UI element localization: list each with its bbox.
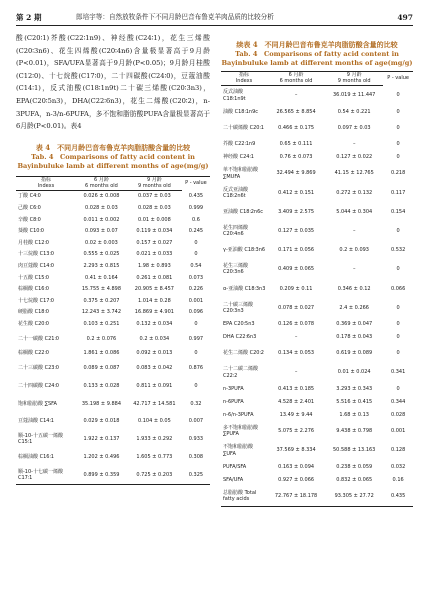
cell-9-months: 1.68 ± 0.13 bbox=[339, 412, 369, 419]
cell-p-value: 0.073 bbox=[188, 274, 204, 281]
cell-p-value: 0 bbox=[194, 239, 198, 246]
table-row bbox=[221, 382, 413, 395]
cell-p-value: 0 bbox=[396, 92, 400, 99]
cell-6-months: 1.202 ± 0.496 bbox=[83, 454, 120, 461]
cell-indicator: 花生四烯酸 C20∶4n6 bbox=[223, 224, 249, 238]
cell-p-value: 0 bbox=[194, 320, 198, 327]
cell-9-months: 2.4 ± 0.266 bbox=[339, 304, 369, 311]
cell-6-months: 0.171 ± 0.056 bbox=[278, 247, 315, 254]
cell-9-months: 3.293 ± 0.343 bbox=[336, 385, 373, 392]
table-row bbox=[16, 395, 210, 413]
cell-6-months: 72.767 ± 18.178 bbox=[274, 492, 318, 499]
cell-9-months: 0.037 ± 0.03 bbox=[137, 193, 171, 200]
cell-indicator: n-6PUFA bbox=[223, 398, 244, 405]
cell-9-months: 50.588 ± 13.163 bbox=[333, 447, 376, 454]
table-row bbox=[221, 441, 413, 460]
cell-p-value: 0 bbox=[396, 334, 400, 341]
cell-indicator: 顺-10-十七碳一烯酸 C17∶1 bbox=[18, 468, 63, 481]
cell-indicator: 神经酸 C24∶1 bbox=[223, 154, 254, 161]
cell-6-months: 12.243 ± 3.742 bbox=[81, 309, 122, 316]
cell-p-value: 0 bbox=[396, 304, 400, 311]
cell-p-value: 0.001 bbox=[390, 428, 406, 435]
table-row bbox=[221, 222, 413, 241]
cell-indicator: 总脂肪酸 Total fatty acids bbox=[223, 489, 257, 503]
table-caption-zh: 续表 4 不同月龄巴音布鲁克羊肉脂肪酸含量的比较 bbox=[236, 40, 398, 49]
table-row bbox=[16, 318, 210, 330]
cell-indicator: 反式油酸 C18∶1n9t bbox=[223, 89, 246, 102]
header-6m-zh: 6 月龄 bbox=[94, 176, 109, 183]
cell-p-value: 0 bbox=[194, 251, 198, 258]
table-row bbox=[16, 249, 210, 261]
table-row bbox=[221, 331, 413, 344]
header-6m-en: 6 months old bbox=[267, 78, 325, 85]
cell-9-months: 0.119 ± 0.034 bbox=[136, 228, 173, 235]
table-4-continued-caption bbox=[221, 40, 413, 69]
cell-9-months: 0.104 ± 0.05 bbox=[137, 418, 171, 425]
table-row bbox=[16, 202, 210, 214]
table-row bbox=[16, 307, 210, 319]
cell-9-months: 0.54 ± 0.221 bbox=[337, 108, 371, 115]
table-row bbox=[221, 460, 413, 473]
cell-p-value: 0.341 bbox=[390, 369, 406, 376]
cell-indicator: 花生二烯酸 C20∶2 bbox=[223, 350, 264, 357]
cell-9-months: 1.605 ± 0.773 bbox=[136, 454, 173, 461]
table-row bbox=[16, 226, 210, 238]
cell-indicator: n-6/n-3PUFA bbox=[223, 412, 254, 419]
cell-6-months: 0.65 ± 0.111 bbox=[279, 141, 313, 148]
cell-6-months: 0.028 ± 0.03 bbox=[85, 205, 118, 212]
table-row bbox=[16, 272, 210, 284]
cell-6-months: – bbox=[294, 334, 298, 341]
table-row bbox=[221, 298, 413, 317]
cell-6-months: 0.413 ± 0.185 bbox=[278, 385, 315, 392]
cell-6-months: 0.103 ± 0.251 bbox=[83, 320, 120, 327]
cell-indicator: 芥酸 C22∶1n9 bbox=[223, 141, 256, 148]
cell-p-value: 0.16 bbox=[392, 476, 404, 483]
cell-6-months: 0.899 ± 0.359 bbox=[83, 471, 120, 478]
cell-6-months: 0.089 ± 0.087 bbox=[83, 365, 120, 372]
table-row bbox=[221, 422, 413, 441]
cell-indicator: 棕榈酸 C22∶0 bbox=[18, 350, 49, 357]
cell-p-value: 0.32 bbox=[190, 400, 202, 407]
cell-9-months: 41.15 ± 12.765 bbox=[334, 170, 374, 177]
cell-indicator: 不饱和脂肪酸 ∑UFA bbox=[223, 444, 254, 457]
cell-9-months: 20.905 ± 8.457 bbox=[134, 286, 174, 293]
cell-9-months: 42.717 ± 14.581 bbox=[133, 400, 176, 407]
cell-6-months: 0.2 ± 0.076 bbox=[86, 335, 117, 342]
cell-9-months: 0.619 ± 0.089 bbox=[336, 350, 373, 357]
header-p-value: P - value bbox=[185, 180, 207, 187]
table-row bbox=[16, 190, 210, 202]
table-row bbox=[16, 430, 210, 448]
cell-9-months: – bbox=[352, 227, 356, 234]
cell-6-months: 0.133 ± 0.028 bbox=[83, 382, 120, 389]
cell-9-months: 0.272 ± 0.132 bbox=[336, 189, 373, 196]
cell-indicator: 花生三烯酸 C20∶3n6 bbox=[223, 263, 249, 276]
right-column bbox=[221, 32, 413, 507]
cell-p-value: 0 bbox=[396, 227, 400, 234]
cell-p-value: 0.066 bbox=[390, 285, 406, 292]
cell-indicator: 多不饱和脂肪酸 ∑PUFA bbox=[223, 425, 259, 438]
cell-9-months: 0.157 ± 0.027 bbox=[136, 239, 173, 246]
fatty-acid-table-continued bbox=[221, 71, 413, 507]
cell-9-months: 0.092 ± 0.013 bbox=[136, 350, 173, 357]
header-p-value: P - value bbox=[387, 75, 409, 82]
cell-6-months: 5.075 ± 2.276 bbox=[278, 428, 315, 435]
cell-6-months: 0.011 ± 0.002 bbox=[83, 216, 120, 223]
cell-p-value: 0.344 bbox=[390, 398, 406, 405]
cell-6-months: 2.293 ± 0.815 bbox=[83, 263, 120, 269]
cell-indicator: 顺-10-十五碳一烯酸 C15∶1 bbox=[18, 433, 63, 446]
table-row bbox=[16, 330, 210, 348]
cell-6-months: 0.029 ± 0.018 bbox=[83, 418, 120, 425]
header-6m-en: 6 months old bbox=[76, 183, 127, 190]
cell-indicator: SFA/UFA bbox=[223, 476, 244, 483]
cell-indicator: α-亚油酸 C18∶3n3 bbox=[223, 285, 266, 292]
table-row bbox=[221, 105, 413, 118]
cell-p-value: 0 bbox=[194, 350, 198, 357]
cell-p-value: 0 bbox=[396, 124, 400, 131]
cell-indicator: 葵酸 C10∶0 bbox=[18, 228, 44, 235]
cell-indicator: 二十三碳酸 C23∶0 bbox=[18, 365, 59, 372]
cell-9-months: 0.083 ± 0.042 bbox=[136, 365, 173, 372]
cell-6-months: 26.565 ± 8.854 bbox=[276, 108, 316, 115]
header-indicator-en: Indexs bbox=[16, 183, 76, 190]
table-row bbox=[221, 260, 413, 279]
table-row bbox=[221, 409, 413, 422]
header-6m-zh: 6 月龄 bbox=[288, 71, 304, 78]
cell-9-months: 36.019 ± 11.447 bbox=[333, 92, 376, 99]
cell-p-value: 0.54 bbox=[190, 263, 202, 269]
cell-9-months: 5.516 ± 0.415 bbox=[336, 398, 373, 405]
cell-p-value: 0.154 bbox=[390, 208, 406, 215]
cell-indicator: 油酸 C18∶1n9c bbox=[223, 108, 259, 115]
cell-indicator: 二十一碳酸 C21∶0 bbox=[18, 335, 59, 342]
cell-6-months: 1.861 ± 0.086 bbox=[83, 350, 120, 357]
cell-6-months: 0.026 ± 0.008 bbox=[83, 193, 120, 200]
cell-indicator: 己酸 C6∶0 bbox=[18, 205, 41, 212]
page-number: 497 bbox=[397, 13, 413, 22]
cell-p-value: 0.001 bbox=[188, 297, 204, 304]
cell-6-months: 0.927 ± 0.066 bbox=[278, 476, 315, 483]
table-row bbox=[221, 151, 413, 164]
table-row bbox=[221, 279, 413, 298]
fatty-acid-table-body bbox=[16, 190, 210, 484]
cell-9-months: 1.933 ± 0.292 bbox=[136, 436, 173, 443]
cell-9-months: 0.2 ± 0.034 bbox=[139, 335, 170, 342]
cell-6-months: 0.127 ± 0.035 bbox=[278, 227, 315, 234]
cell-p-value: 0.032 bbox=[390, 463, 406, 470]
cell-indicator: 肉豆蔻酸 C14∶0 bbox=[18, 263, 54, 269]
cell-p-value: 0.226 bbox=[188, 286, 204, 293]
table-row bbox=[221, 138, 413, 151]
body-paragraph: 酸(C20∶1)芥酸(C22∶1n9)、神经酸(C24∶1)，花生三烯酸(C20∶3n6)、花生四烯酸(C20∶4n6)含量极显著高于9月龄(P<0.01)，SFA/UFA显著高于9月龄(P<0.05)；9月龄月桂酸(C12∶0)、十七烷酸(C17∶0)，二十四碳酸(C24∶0)，豆蔻油酸(C14∶1)，反式油酸(C18∶1n9t)二十碳三烯酸(C20∶3n3)，EPA(C20∶5n3)，DHA(C22∶6n3)，花生二烯酸(C20∶2)，n-3PUFA，n-3/n-6PUFA，多不饱和脂肪酸PUFA含量极显著高于6月龄(P<0.01)。表4 bbox=[16, 34, 210, 131]
table-4-caption bbox=[16, 143, 210, 172]
cell-indicator: 十三烷酸 C13∶0 bbox=[18, 251, 54, 258]
issue-number: 第 2 期 bbox=[16, 13, 42, 22]
fatty-acid-table bbox=[16, 176, 210, 485]
cell-indicator: n-3PUFA bbox=[223, 385, 244, 392]
table-caption-en: Tab. 4 Comparisons of fatty acid content in Bayinbuluke lamb at different months of age(mg/g) bbox=[221, 50, 413, 68]
cell-indicator: γ-亚油酸 C18∶3n6 bbox=[223, 247, 266, 254]
cell-6-months: 3.409 ± 2.575 bbox=[278, 208, 315, 215]
cell-9-months: 0.097 ± 0.03 bbox=[337, 124, 371, 131]
cell-indicator: 二十碳烯酸 C20∶1 bbox=[223, 124, 264, 131]
cell-6-months: 0.134 ± 0.053 bbox=[278, 350, 315, 357]
cell-p-value: 0 bbox=[396, 154, 400, 161]
cell-9-months: 0.132 ± 0.034 bbox=[136, 320, 173, 327]
cell-9-months: 93.305 ± 27.72 bbox=[334, 492, 374, 499]
header-9m-zh: 9 月龄 bbox=[346, 71, 362, 78]
table-row bbox=[221, 363, 413, 382]
table-row bbox=[16, 284, 210, 296]
cell-indicator: EPA C20∶5n3 bbox=[223, 320, 255, 327]
table-row bbox=[16, 214, 210, 226]
cell-indicator: 二十二碳二烯酸 C22∶2 bbox=[223, 366, 259, 379]
table-row bbox=[221, 473, 413, 486]
cell-p-value: 0.245 bbox=[188, 228, 204, 235]
fatty-acid-table-continued-body bbox=[221, 86, 413, 507]
table-row bbox=[221, 487, 413, 507]
table-row bbox=[221, 395, 413, 408]
cell-p-value: 0.6 bbox=[191, 216, 200, 223]
table-row bbox=[221, 183, 413, 202]
cell-9-months: 0.811 ± 0.091 bbox=[136, 382, 173, 389]
cell-indicator: PUFA/SFA bbox=[223, 463, 247, 470]
table-caption-en: Tab. 4 Comparisons of fatty acid content in Bayinbuluke lamb at different months of age(mg/g) bbox=[17, 152, 209, 171]
table-row bbox=[16, 377, 210, 395]
header-indicator-zh: 指标 bbox=[238, 71, 249, 78]
cell-p-value: 0 bbox=[194, 382, 198, 389]
cell-9-months: 16.869 ± 4.901 bbox=[134, 309, 174, 316]
table-row bbox=[221, 241, 413, 260]
table-row bbox=[16, 448, 210, 466]
cell-9-months: 0.238 ± 0.059 bbox=[336, 463, 373, 470]
table-row bbox=[221, 317, 413, 330]
header-indicator-zh: 指标 bbox=[40, 176, 51, 183]
cell-p-value: 0.876 bbox=[188, 365, 204, 372]
running-title: 郎培宇等：自然放牧条件下不同月龄巴音布鲁克羊肉品质的比较分析 bbox=[76, 13, 274, 21]
cell-9-months: 1.014 ± 0.28 bbox=[137, 297, 171, 304]
cell-6-months: 0.409 ± 0.065 bbox=[278, 266, 315, 273]
cell-6-months: 15.755 ± 4.898 bbox=[81, 286, 122, 293]
cell-p-value: 0.325 bbox=[188, 471, 204, 478]
cell-p-value: 0 bbox=[396, 266, 400, 273]
cell-6-months: 0.555 ± 0.025 bbox=[83, 251, 120, 258]
cell-9-months: 0.028 ± 0.03 bbox=[137, 205, 171, 212]
table-row bbox=[16, 359, 210, 377]
cell-indicator: 硬脂酸 C18∶0 bbox=[18, 309, 49, 316]
cell-indicator: 辛酸 C8∶0 bbox=[18, 216, 41, 223]
cell-indicator: 豆蔻油酸 C14∶1 bbox=[18, 418, 54, 425]
table-row bbox=[16, 237, 210, 249]
cell-indicator: 饱和脂肪酸 ∑SFA bbox=[18, 400, 57, 407]
cell-9-months: 0.178 ± 0.043 bbox=[336, 334, 373, 341]
cell-6-months: 35.198 ± 9.884 bbox=[81, 400, 122, 407]
cell-p-value: 0.435 bbox=[390, 492, 406, 499]
cell-indicator: 月桂酸 C12∶0 bbox=[18, 239, 49, 246]
cell-p-value: 0.532 bbox=[390, 247, 406, 254]
header-9m-zh: 9 月龄 bbox=[146, 176, 162, 183]
cell-p-value: 0.128 bbox=[390, 447, 406, 454]
cell-6-months: 0.375 ± 0.207 bbox=[83, 297, 120, 304]
table-row bbox=[16, 413, 210, 431]
cell-6-months: 0.209 ± 0.11 bbox=[279, 285, 313, 292]
cell-p-value: 0.933 bbox=[188, 436, 204, 443]
cell-6-months: 0.126 ± 0.078 bbox=[278, 320, 315, 327]
cell-indicator: 单不饱和脂肪酸 ∑MUFA bbox=[223, 167, 259, 180]
cell-9-months: 0.2 ± 0.093 bbox=[339, 247, 369, 254]
cell-p-value: 0.028 bbox=[390, 412, 406, 419]
cell-9-months: 0.369 ± 0.047 bbox=[336, 320, 373, 327]
cell-p-value: 0 bbox=[396, 385, 400, 392]
cell-p-value: 0.218 bbox=[390, 170, 406, 177]
table-row bbox=[16, 260, 210, 272]
cell-p-value: 0 bbox=[396, 108, 400, 115]
cell-p-value: 0 bbox=[396, 350, 400, 357]
cell-indicator: 二十四碳酸 C24∶0 bbox=[18, 382, 59, 389]
cell-6-months: 4.528 ± 2.401 bbox=[278, 398, 315, 405]
cell-p-value: 0.997 bbox=[188, 335, 204, 342]
cell-indicator: 花生酸 C20∶0 bbox=[18, 320, 49, 327]
cell-6-months: 0.163 ± 0.094 bbox=[278, 463, 315, 470]
cell-p-value: 0 bbox=[396, 141, 400, 148]
cell-9-months: 1.98 ± 0.893 bbox=[137, 263, 171, 269]
header-9m-en: 9 months old bbox=[127, 183, 182, 190]
header-indicator-en: Indexs bbox=[221, 78, 267, 85]
cell-9-months: 0.725 ± 0.203 bbox=[136, 471, 173, 478]
cell-9-months: 5.044 ± 0.304 bbox=[336, 208, 373, 215]
cell-9-months: – bbox=[352, 266, 356, 273]
cell-6-months: 0.093 ± 0.07 bbox=[85, 228, 118, 235]
cell-9-months: – bbox=[352, 141, 356, 148]
table-row bbox=[16, 295, 210, 307]
running-header bbox=[16, 11, 413, 26]
cell-indicator: 十五酸 C15∶0 bbox=[18, 274, 49, 281]
table-row bbox=[221, 86, 413, 106]
cell-6-months: – bbox=[294, 92, 298, 99]
cell-6-months: 0.41 ± 0.164 bbox=[85, 274, 118, 281]
table-caption-zh: 表 4 不同月龄巴音布鲁克羊肉脂肪酸含量的比较 bbox=[35, 142, 191, 152]
cell-6-months: 13.49 ± 9.44 bbox=[279, 412, 313, 419]
cell-indicator: DHA C22∶6n3 bbox=[223, 334, 257, 341]
cell-indicator: 丁酸 C4∶0 bbox=[18, 193, 41, 200]
table-row bbox=[221, 164, 413, 183]
cell-9-months: 0.01 ± 0.024 bbox=[337, 369, 371, 376]
cell-indicator: 二十碳三烯酸 C20∶3n3 bbox=[223, 301, 254, 314]
cell-p-value: 0 bbox=[396, 320, 400, 327]
cell-indicator: 亚油酸 C18∶2n6c bbox=[223, 208, 264, 215]
cell-6-months: 0.76 ± 0.073 bbox=[279, 154, 313, 161]
cell-6-months: 0.078 ± 0.027 bbox=[278, 304, 315, 311]
cell-p-value: 0.308 bbox=[188, 454, 204, 461]
cell-6-months: 32.494 ± 9.869 bbox=[276, 170, 316, 177]
table-row bbox=[221, 344, 413, 363]
table-row bbox=[16, 466, 210, 484]
cell-indicator: 棕榈酸 C16∶0 bbox=[18, 286, 49, 293]
cell-6-months: – bbox=[294, 369, 298, 376]
cell-indicator: 棕榈油酸 C16∶1 bbox=[18, 454, 54, 461]
cell-indicator: 十七烷酸 C17∶0 bbox=[18, 297, 54, 304]
cell-9-months: 0.021 ± 0.033 bbox=[136, 251, 173, 258]
table-row bbox=[221, 118, 413, 137]
cell-indicator: 反式亚油酸 C18∶2n6t bbox=[223, 186, 249, 199]
cell-9-months: 0.261 ± 0.081 bbox=[136, 274, 173, 281]
table-row bbox=[16, 348, 210, 360]
cell-6-months: 1.922 ± 0.137 bbox=[83, 436, 120, 443]
header-9m-en: 9 months old bbox=[325, 78, 383, 85]
left-column bbox=[16, 32, 210, 485]
cell-9-months: 0.832 ± 0.065 bbox=[336, 476, 373, 483]
cell-6-months: 37.569 ± 8.334 bbox=[276, 447, 316, 454]
cell-9-months: 0.127 ± 0.022 bbox=[336, 154, 373, 161]
cell-6-months: 0.466 ± 0.175 bbox=[278, 124, 315, 131]
cell-p-value: 0.117 bbox=[390, 189, 406, 196]
cell-9-months: 9.438 ± 0.798 bbox=[336, 428, 373, 435]
cell-p-value: 0.435 bbox=[188, 193, 204, 200]
cell-p-value: 0.999 bbox=[188, 205, 204, 212]
cell-9-months: 0.346 ± 0.12 bbox=[337, 285, 371, 292]
cell-9-months: 0.01 ± 0.008 bbox=[137, 216, 171, 223]
cell-p-value: 0.096 bbox=[188, 309, 204, 316]
cell-p-value: 0.007 bbox=[188, 418, 204, 425]
cell-6-months: 0.412 ± 0.151 bbox=[278, 189, 315, 196]
table-row bbox=[221, 202, 413, 221]
cell-6-months: 0.02 ± 0.003 bbox=[85, 239, 118, 246]
